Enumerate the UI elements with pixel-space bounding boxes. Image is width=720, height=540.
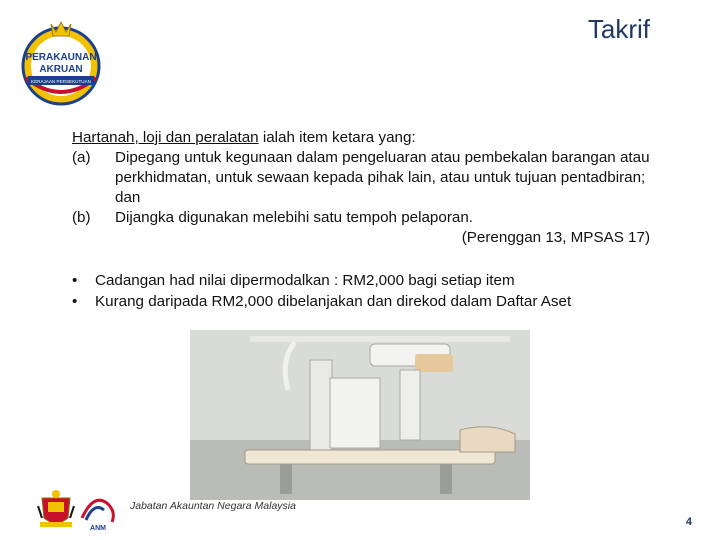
definition-item-text: Dipegang untuk kegunaan dalam pengeluaran atau pembekalan barangan atau perkhidmatan, untuk sewaan kepada pihak lain, atau untuk tujuan pentadbiran; dan [115, 149, 650, 206]
definition-lead-rest: ialah item ketara yang: [258, 129, 416, 146]
definition-item-b [72, 208, 652, 228]
bullet-dot-icon: • [72, 272, 78, 289]
bullet-dot-icon: • [72, 293, 78, 310]
bullet-text: Kurang daripada RM2,000 dibelanjakan dan direkod dalam Daftar Aset [95, 293, 572, 310]
anm-logo-icon [82, 500, 113, 532]
logo-line2: AKRUAN [39, 64, 83, 75]
definition-lead-line [72, 128, 652, 148]
footer-agency: Jabatan Akauntan Negara Malaysia [130, 500, 296, 512]
definition-item-marker: (b) [72, 209, 91, 226]
definition-item-text: Dijangka digunakan melebihi satu tempoh pelaporan. [115, 209, 473, 226]
x-ray-machine-photo [190, 330, 530, 500]
definition-block [72, 128, 652, 248]
footer-logos [36, 488, 118, 532]
bullet-item [72, 291, 672, 312]
page-title: Takrif [587, 14, 650, 44]
bullet-item [72, 270, 672, 291]
definition-term: Hartanah, loji dan peralatan [72, 129, 259, 146]
bullet-text: Cadangan had nilai dipermodalkan : RM2,000 bagi setiap item [95, 272, 515, 289]
page-number: 4 [685, 516, 692, 528]
definition-reference: (Perenggan 13, MPSAS 17) [461, 229, 650, 246]
anm-logo-text: ANM [90, 525, 106, 532]
malaysia-coat-of-arms-icon [38, 490, 74, 527]
definition-item-marker: (a) [72, 149, 91, 166]
perakaunan-akruan-logo [18, 18, 104, 108]
bullet-list [72, 270, 672, 312]
logo-line3: KERAJAAN PERSEKUTUAN [31, 79, 91, 84]
logo-line1: PERAKAUNAN [25, 52, 97, 63]
definition-item-a [72, 148, 652, 208]
